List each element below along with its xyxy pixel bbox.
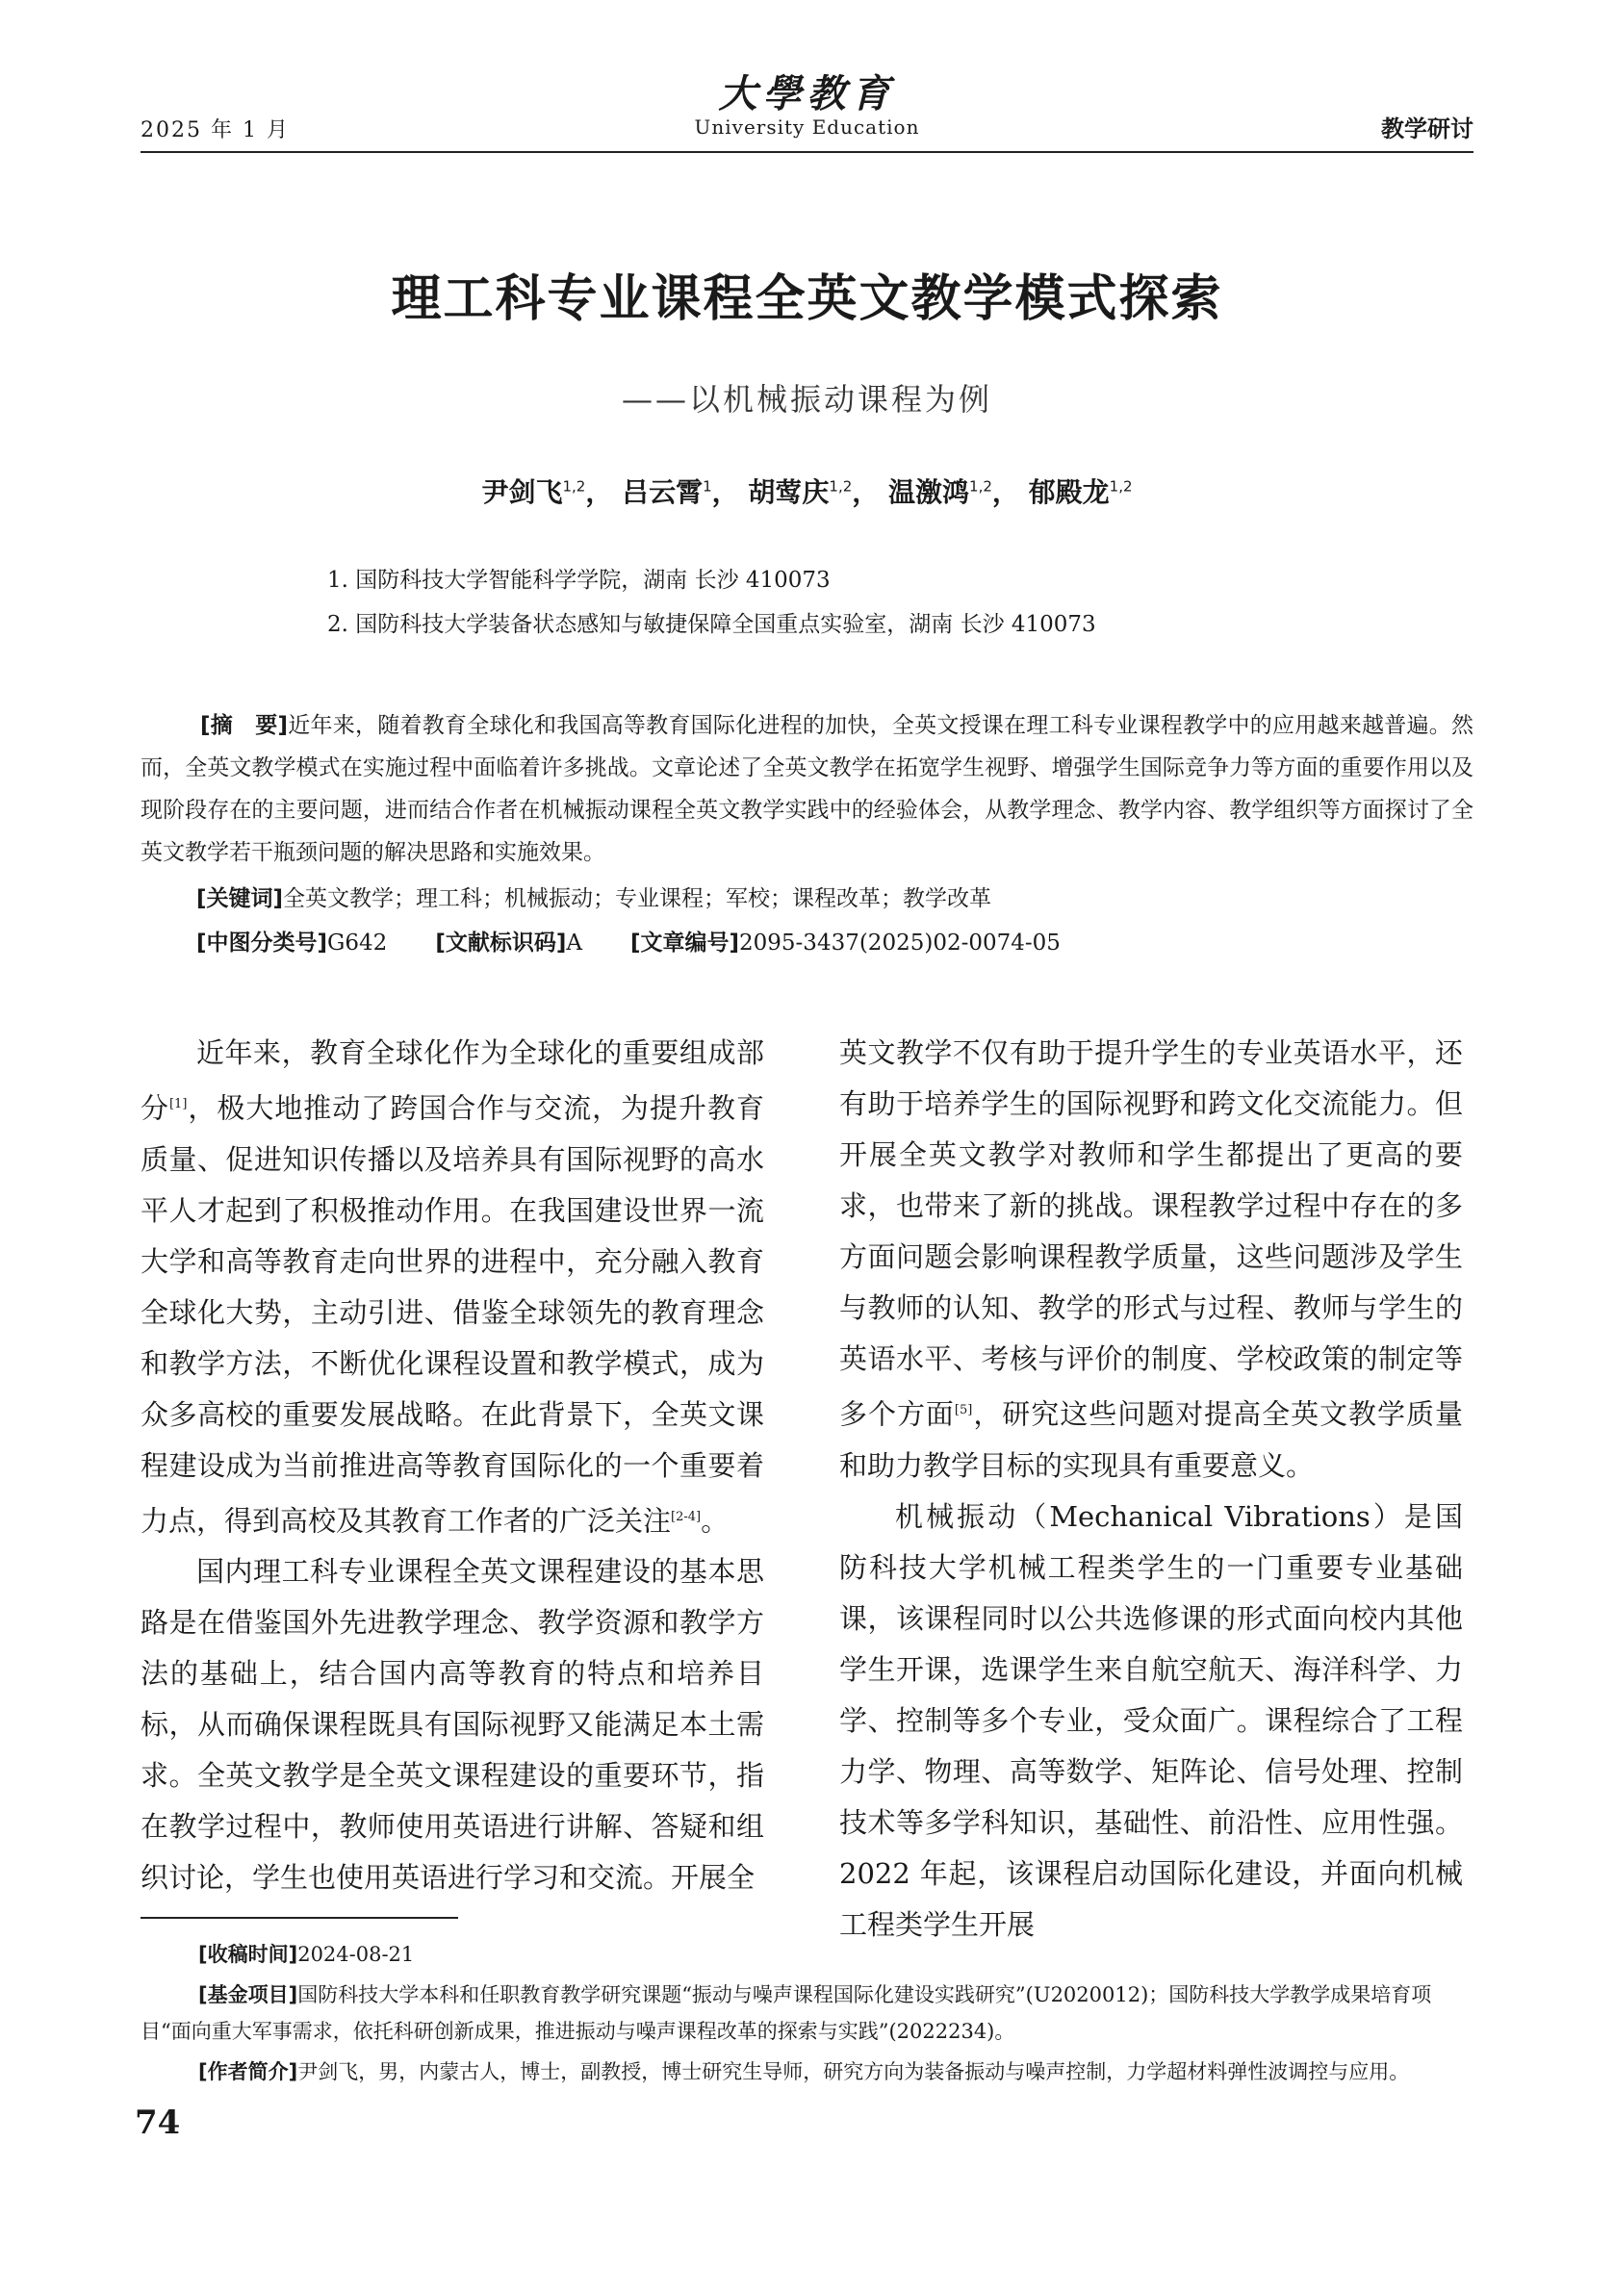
- keywords-label: [关键词]: [196, 886, 284, 911]
- clc-label: [中图分类号]: [196, 931, 328, 956]
- journal-logo: 大學教育: [718, 71, 896, 116]
- author-name: 吕云霄: [622, 476, 704, 508]
- clc-value: G642: [327, 931, 388, 956]
- author-name: 温激鸿: [888, 476, 970, 508]
- footnote-divider: [141, 1917, 458, 1919]
- footnote-fund: [141, 1977, 1473, 2050]
- classification-line: [141, 922, 1473, 964]
- body-column-left: [141, 1028, 764, 1903]
- paragraph-text: ，研究这些问题对提高全英文教学质量和助力教学目标的实现具有重要意义。: [839, 1397, 1463, 1482]
- citation-ref[interactable]: [5]: [954, 1403, 973, 1417]
- author-affiliation-mark: 1,2: [969, 477, 992, 496]
- section-name: 教学研讨: [1381, 115, 1473, 142]
- issue-date: 2025 年 1 月: [141, 118, 290, 142]
- fund-label: [基金项目]: [198, 1983, 298, 2006]
- article-number-value: 2095-3437(2025)02-0074-05: [739, 931, 1061, 956]
- author-affiliation-mark: 1,2: [562, 477, 586, 496]
- header-divider: [141, 151, 1473, 153]
- footnote-author: [141, 2054, 1473, 2090]
- body-column-right: [839, 1028, 1463, 1951]
- article-number-label: [文章编号]: [629, 931, 739, 956]
- doc-code-value: A: [566, 931, 582, 956]
- abstract-text: 近年来，随着教育全球化和我国高等教育国际化进程的加快，全英文授课在理工科专业课程教学中的应用越来越普遍。然而，全英文教学模式在实施过程中面临着许多挑战。文章论述了全英文教学在拓宽学生视野、增强学生国际竞争力等方面的重要作用以及现阶段存在的主要问题，进而结合作者在机械振动课程全英文教学实践中的经验体会，从教学理念、教学内容、教学组织等方面探讨了全英文教学若干瓶颈问题的解决思路和实施效果。: [141, 713, 1474, 865]
- author-affiliation-mark: 1,2: [829, 477, 853, 496]
- author-affiliation-mark: 1: [703, 477, 712, 496]
- paragraph-text: 近年来，教育全球化作为全球化的重要组成部分: [141, 1036, 764, 1125]
- affiliation-1: 1. 国防科技大学智能科学学院，湖南 长沙 410073: [327, 568, 831, 593]
- article-subtitle: ——以机械振动课程为例: [621, 381, 992, 418]
- body-paragraph: 国内理工科专业课程全英文课程建设的基本思路是在借鉴国外先进教学理念、教学资源和教学方法的基础上，结合国内高等教育的特点和培养目标，从而确保课程既具有国际视野又能满足本土需求。全英文教学是全英文课程建设的重要环节，指在教学过程中，教师使用英语进行讲解、答疑和组织讨论，学生也使用英语进行学习和交流。开展全: [141, 1555, 764, 1895]
- keywords: [141, 878, 1473, 920]
- paragraph-text: 英文教学不仅有助于提升学生的专业英语水平，还有助于培养学生的国际视野和跨文化交流能力。但开展全英文教学对教师和学生都提出了更高的要求，也带来了新的挑战。课程教学过程中存在的多方面问题会影响课程教学质量，这些问题涉及学生与教师的认知、教学的形式与过程、教师与学生的英语水平、考核与评价的制度、学校政策的制定等多个方面: [839, 1036, 1463, 1431]
- keywords-text: 全英文教学；理工科；机械振动；专业课程；军校；课程改革；教学改革: [283, 886, 992, 911]
- paragraph-text: ，极大地推动了跨国合作与交流，为提升教育质量、促进知识传播以及培养具有国际视野的高水平人才起到了积极推动作用。在我国建设世界一流大学和高等教育走向世界的进程中，充分融入教育全球化大势，主动引进、借鉴全球领先的教育理念和教学方法，不断优化课程设置和教学模式，成为众多高校的重要发展战略。在此背景下，全英文课程建设成为当前推进高等教育国际化的一个重要着力点，得到高校及其教育工作者的广泛关注: [141, 1091, 764, 1538]
- author-name: 郁殿龙: [1028, 476, 1110, 508]
- page-number: 74: [135, 2104, 181, 2142]
- citation-ref[interactable]: [1]: [168, 1097, 188, 1111]
- citation-ref[interactable]: [2-4]: [671, 1509, 702, 1524]
- paragraph-text: 。: [701, 1504, 730, 1538]
- abstract-label: [摘 要]: [200, 713, 289, 738]
- article-title: 理工科专业课程全英文教学模式探索: [391, 270, 1223, 328]
- affiliation-2: 2. 国防科技大学装备状态感知与敏捷保障全国重点实验室，湖南 长沙 410073: [327, 612, 1096, 637]
- journal-english-name: University Education: [694, 115, 920, 139]
- received-label: [收稿时间]: [198, 1943, 298, 1966]
- author-affiliation-mark: 1,2: [1109, 477, 1133, 496]
- author-name: 胡莺庆: [748, 476, 830, 508]
- received-date: 2024-08-21: [297, 1943, 415, 1966]
- body-paragraph: [141, 1028, 764, 1546]
- body-paragraph: 机械振动（Mechanical Vibrations）是国防科技大学机械工程类学生的一门重要专业基础课，该课程同时以公共选修课的形式面向校内其他学生开课，选课学生来自航空航天、海洋科学、力学、控制等多个专业，受众面广。课程综合了工程力学、物理、高等数学、矩阵论、信号处理、控制技术等多学科知识，基础性、前沿性、应用性强。2022 年起，该课程启动国际化建设，并面向机械工程类学生开展: [839, 1499, 1463, 1941]
- abstract: [141, 704, 1473, 874]
- body-paragraph: [839, 1028, 1463, 1492]
- author-name: 尹剑飞: [481, 476, 563, 508]
- doc-code-label: [文献标识码]: [435, 931, 567, 956]
- author-list: 尹剑飞$^{1,2}$， 吕云霄$^1$， 胡莺庆$^{1,2}$， 温激鸿$^{1,2}$， 郁殿龙$^{1,2}$: [481, 476, 1133, 508]
- author-bio-text: 尹剑飞，男，内蒙古人，博士，副教授，博士研究生导师，研究方向为装备振动与噪声控制，力学超材料弹性波调控与应用。: [297, 2060, 1410, 2083]
- author-bio-label: [作者简介]: [198, 2060, 298, 2083]
- fund-text: 国防科技大学本科和任职教育教学研究课题“振动与噪声课程国际化建设实践研究”(U2020012)；国防科技大学教学成果培育项目“面向重大军事需求，依托科研创新成果，推进振动与噪声课程改革的探索与实践”(2022234)。: [141, 1983, 1432, 2043]
- footnote-received: [141, 1936, 1473, 1973]
